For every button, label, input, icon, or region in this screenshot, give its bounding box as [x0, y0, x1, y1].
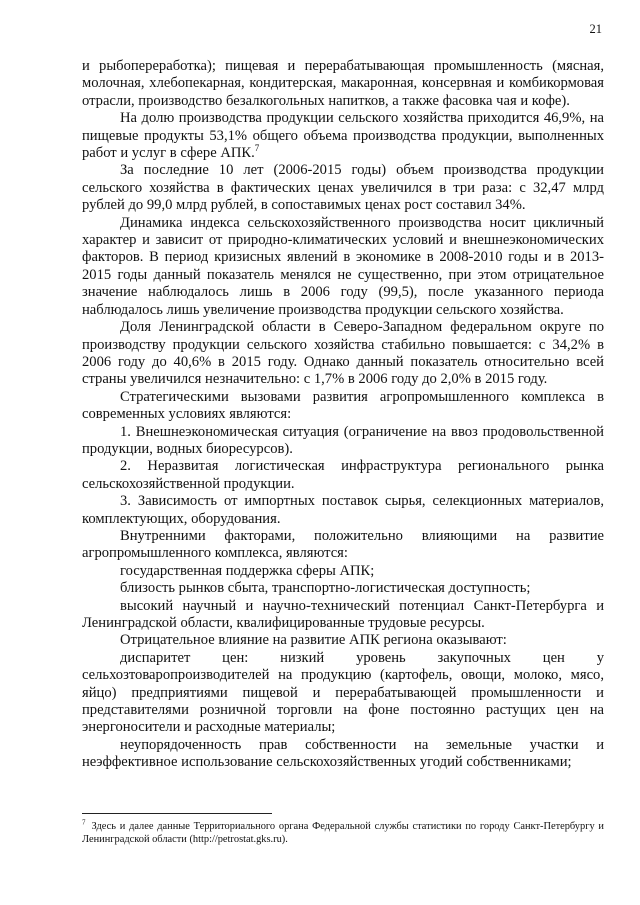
footnote-marker: 7 [82, 818, 86, 827]
list-item: 3. Зависимость от импортных поставок сырья, селекционных материалов, комплектующих, оборудования. [82, 493, 604, 527]
paragraph: Доля Ленинградской области в Северо-Западном федеральном округе по производству продукции сельского хозяйства стабильно повышается: с 34,2% в 2006 году до 40,6% в 2015 году. Однако данный показатель относительно всей страны увеличился незначительно: с 1,7% в 2006 году до 2,0% в 2015 году. [82, 319, 604, 388]
list-item: 2. Неразвитая логистическая инфраструктура регионального рынка сельскохозяйственной продукции. [82, 458, 604, 492]
paragraph: и рыбопереработка); пищевая и перерабатывающая промышленность (мясная, молочная, хлебопекарная, кондитерская, макаронная, консервная и комбикормовая отрасли, производство безалкогольных напитков, а также фасовка чая и кофе). [82, 58, 604, 109]
paragraph: Внутренними факторами, положительно влияющими на развитие агропромышленного комплекса, являются: [82, 527, 604, 562]
paragraph-text: На долю производства продукции сельского хозяйства приходится 46,9%, на пищевые продукты 53,1% общего объема производства продукции, выполненных работ и услуг в сфере АПК. [82, 110, 604, 162]
paragraph: Динамика индекса сельскохозяйственного производства носит цикличный характер и зависит от природно-климатических условий и внешнеэкономических факторов. В период кризисных явлений в экономике в 2008-2010 годы и в 2013-2015 годы данный показатель менялся не существенно, при этом отрицательное значение наблюдалось лишь в 2006 году (99,5), после указанного периода наблюдалось лишь увеличение производства продукции сельского хозяйства. [82, 214, 604, 318]
list-item: государственная поддержка сферы АПК; [120, 562, 375, 579]
list-item: диспаритет цен: низкий уровень закупочных цен у сельхозтоваропроизводителей на продукцию (картофель, овощи, молоко, мясо, яйцо) предприятиями пищевой и перерабатывающей промышленности и представителями розничной торговли на фоне постоянно растущих цен на энергоносители и расходные материалы; [82, 649, 604, 736]
paragraph: Стратегическими вызовами развития агропромышленного комплекса в современных условиях являются: [82, 388, 604, 423]
paragraph: Отрицательное влияние на развитие АПК региона оказывают: [120, 632, 507, 649]
page-number: 21 [589, 22, 602, 36]
footnote-divider [82, 813, 272, 814]
list-item: близость рынков сбыта, транспортно-логистическая доступность; [120, 580, 531, 597]
footnote-reference[interactable]: 7 [254, 143, 260, 154]
body-text [82, 58, 604, 772]
list-item: неупорядоченность прав собственности на земельные участки и неэффективное использование сельскохозяйственных угодий собственниками; [82, 736, 604, 771]
paragraph: За последние 10 лет (2006-2015 годы) объем производства продукции сельского хозяйства в фактических ценах увеличился в три раза: с 32,47 млрд рублей до 99,0 млрд рублей, в сопоставимых ценах рост составил 34%. [82, 162, 604, 214]
list-item: 1. Внешнеэкономическая ситуация (ограничение на ввоз продовольственной продукции, водных биоресурсов). [82, 423, 604, 457]
list-item: высокий научный и научно-технический потенциал Санкт-Петербурга и Ленинградской области, квалифицированные трудовые ресурсы. [82, 597, 604, 631]
footnote-text: Здесь и далее данные Территориального органа Федеральной службы статистики по городу Санкт-Петербургу и Ленинградской области (http://petrostat.gks.ru). [82, 821, 604, 845]
paragraph-with-footnote [82, 110, 604, 162]
footnote [82, 820, 604, 846]
